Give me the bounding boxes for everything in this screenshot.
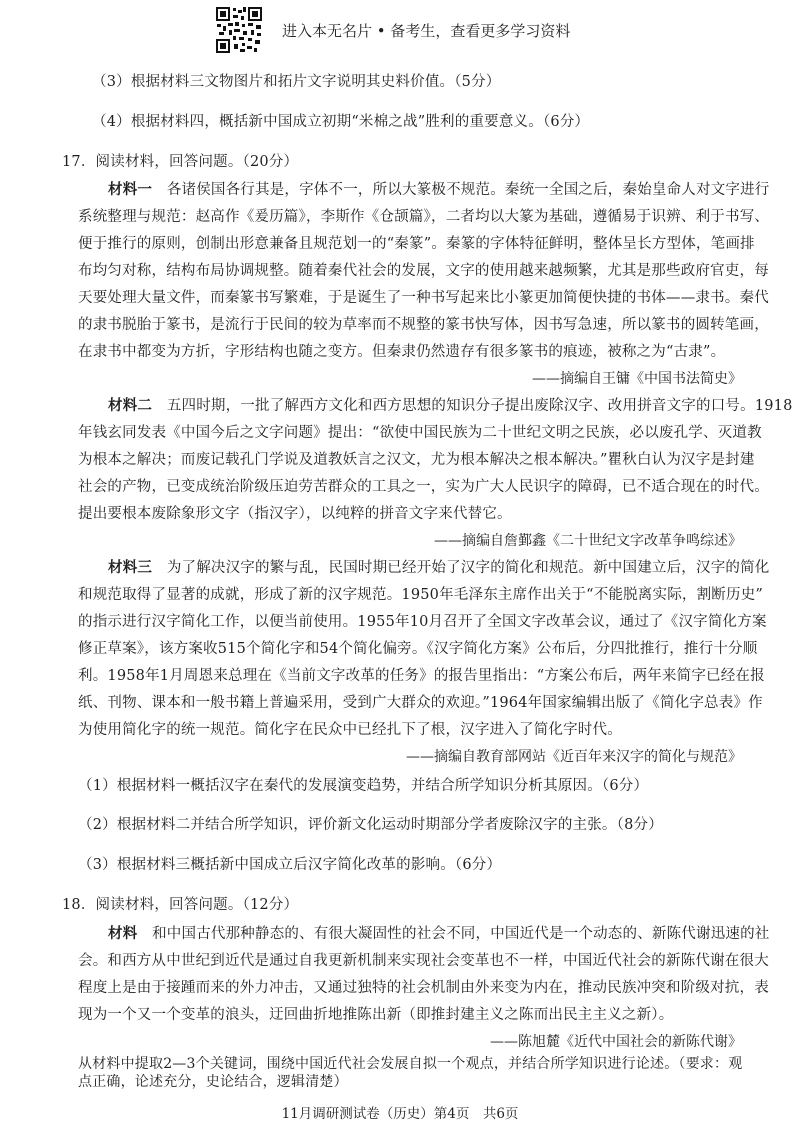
q17-question-2: （2）根据材料二并结合所学知识，评价新文化运动时期部分学者废除汉字的主张。（8分） <box>78 817 663 833</box>
q18-task-line: 从材料中提取2—3个关键词，围绕中国近代社会发展自拟一个观点，并结合所学知识进行论述。（要求：观 <box>78 1056 743 1072</box>
q18-material-source: ——陈旭麓《近代中国社会的新陈代谢》 <box>490 1034 742 1050</box>
q18-material-line: 现为一个又一个变革的浪头，迂回曲折地推陈出新（即推封建主义之陈而出民主主义之新）。 <box>78 1007 674 1023</box>
q18-task-line: 点正确，论述充分，史论结合，逻辑清楚） <box>78 1074 348 1090</box>
q17-material-2-line: 材料二 五四时期，一批了解西方文化和西方思想的知识分子提出废除汉字、改用拼音文字的口号。1918 <box>108 397 793 414</box>
material-label: 材料三 <box>108 559 153 576</box>
q18-title: 18．阅读材料，回答问题。（12分） <box>62 897 299 913</box>
material-label: 材料二 <box>108 397 153 414</box>
q17-material-3-line: 修正草案》，该方案收515个简化字和54个简化偏旁。《汉字简化方案》公布后，分四批推行，推行十分顺 <box>78 641 758 657</box>
q17-question-1: （1）根据材料一概括汉字在秦代的发展演变趋势，并结合所学知识分析其原因。（6分） <box>78 778 649 794</box>
q17-material-3-source: ——摘编自教育部网站《近百年来汉字的简化与规范》 <box>406 749 742 765</box>
q17-material-3-line: 利。1958年1月周恩来总理在《当前文字改革的任务》的报告里指出：“方案公布后，两年来简字已经在报 <box>78 668 765 684</box>
q17-title: 17．阅读材料，回答问题。（20分） <box>62 154 299 170</box>
q17-material-3-line: 为使用简化字的统一规范。简化字在民众中已经扎下了根，汉字进入了简化字时代。 <box>78 722 622 738</box>
q17-material-3-line: 的指示进行汉字简化工作，以便当前使用。1955年10月召开了全国文字改革会议，通过了《汉字简化方案 <box>78 614 767 630</box>
q18-material-line: 材料 和中国古代那种静态的、有很大凝固性的社会不同，中国近代是一个动态的、新陈代谢迅速的社 <box>108 925 770 942</box>
q17-material-1-line: 系统整理与规范：赵高作《爰历篇》，李斯作《仓颉篇》，二者均以大篆为基础，遵循易于识辨、利于书写、 <box>78 209 770 225</box>
q17-material-1-line: 的隶书脱胎于篆书，是流行于民间的较为草率而不规整的篆书快写体，因书写急速，所以篆书的圆转笔画， <box>78 317 769 333</box>
q17-material-3-line: 和规范取得了显著的成就，形成了新的汉字规范。1950年毛泽东主席作出关于“不能脱离实际，割断历史” <box>78 587 764 603</box>
q17-material-3-line: 纸、刊物、课本和一般书籍上普遍采用，受到广大群众的欢迎。”1964年国家编辑出版了《简化字总表》作 <box>78 695 763 711</box>
q17-material-1-line: 天要处理大量文件，而秦篆书写繁难，于是诞生了一种书写起来比小篆更加简便快捷的书体——隶书。秦代 <box>78 290 769 306</box>
qr-code-icon <box>215 6 263 54</box>
q17-material-1-line: 材料一 各诸侯国各行其是，字体不一，所以大篆极不规范。秦统一全国之后，秦始皇命人对文字进行 <box>108 181 770 198</box>
q17-material-1-line: 布均匀对称，结构布局协调规整。随着秦代社会的发展，文字的使用越来越频繁，尤其是那些政府官吏，每 <box>78 263 769 279</box>
q17-material-2-line: 提出要根本废除象形文字（指汉字），以纯粹的拼音文字来代替它。 <box>78 506 512 522</box>
q18-material-line: 会。和西方从中世纪到近代是通过自我更新机制来实现社会变革也不一样，中国近代社会的新陈代谢在很大 <box>78 953 769 969</box>
material-label: 材料 <box>108 925 138 942</box>
q17-material-1-source: ——摘编自王镛《中国书法简史》 <box>532 371 742 387</box>
q17-material-2-line: 社会的产物，已变成统治阶级压迫劳苦群众的工具之一，实为广大人民识字的障碍，已不适合现在的时代。 <box>78 479 769 495</box>
q17-material-2-line: 年钱玄同发表《中国今后之文字问题》提出：“欲使中国民族为二十世纪文明之民族，必以废孔学、灭道教 <box>78 425 762 441</box>
q17-question-3: （3）根据材料三概括新中国成立后汉字简化改革的影响。（6分） <box>78 857 502 873</box>
q17-material-1-line: 便于推行的原则，创制出形意兼备且规范划一的“秦篆”。秦篆的字体特征鲜明，整体呈长方型体，笔画排 <box>78 236 755 252</box>
q17-material-1-line: 在隶书中都变为方折，字形结构也随之变方。但秦隶仍然遗存有很多篆书的痕迹，被称之为“古隶”。 <box>78 344 726 360</box>
q18-material-line: 程度上是由于接踵而来的外力冲击，又通过独特的社会机制由外来变为内在，推动民族冲突和阶级对抗，表 <box>78 980 769 996</box>
q16-part-3: （3）根据材料三文物图片和拓片文字说明其史料价值。（5分） <box>92 74 501 90</box>
q16-part-4: （4）根据材料四，概括新中国成立初期“米棉之战”胜利的重要意义。（6分） <box>92 114 590 130</box>
material-label: 材料一 <box>108 181 153 198</box>
q17-material-3-line: 材料三 为了解决汉字的繁与乱，民国时期已经开始了汉字的简化和规范。新中国建立后，汉字的简化 <box>108 559 770 576</box>
page-footer: 11月调研测试卷（历史）第4页 共6页 <box>281 1106 519 1122</box>
q17-material-2-source: ——摘编自詹鄞鑫《二十世纪文字改革争鸣综述》 <box>434 533 742 549</box>
q17-material-2-line: 为根本之解决；而废记载孔门学说及道教妖言之汉文，尤为根本解决之根本解决。”瞿秋白认为汉字是封建 <box>78 452 755 468</box>
header-banner: 进入本无名片 • 备考生，查看更多学习资料 <box>282 22 571 40</box>
